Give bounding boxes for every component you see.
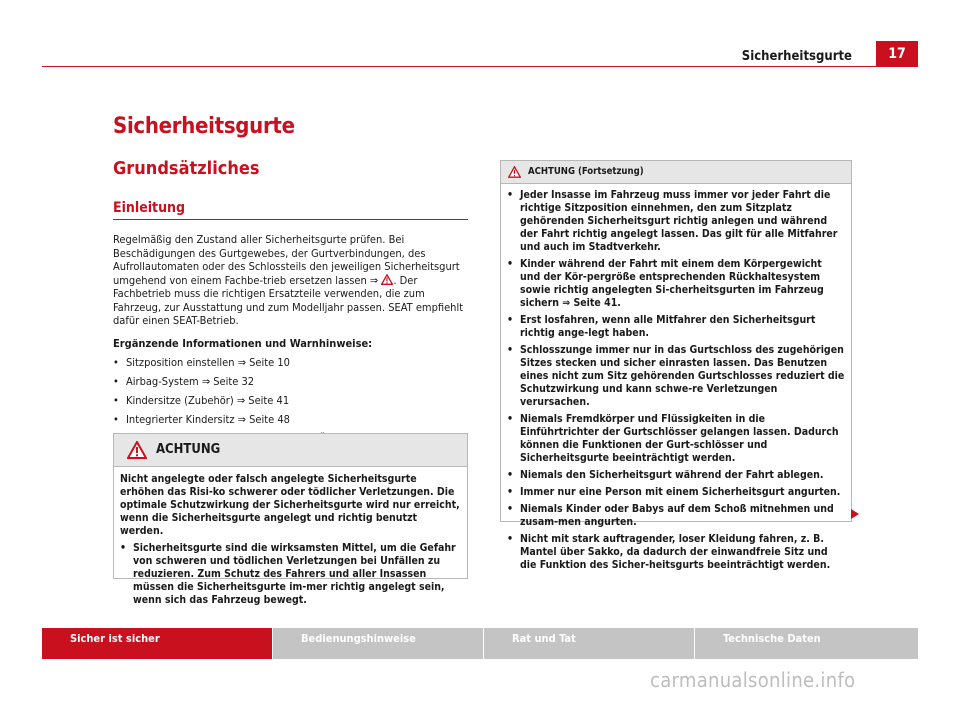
intro-paragraph: Regelmäßig den Zustand aller Sicherheitsgurte prüfen. Bei Beschädigungen des Gurtgewebes, der Gurtverbindungen, des Aufrollautomaten oder des Schlossteils den jeweiligen Sicherheitsgurt umgehend von einem Fachbe-trieb ersetzen lassen ⇒ . Der Fachbetrieb muss die richtigen Ersatzteile verwenden, die zum Fahrzeug, zur Ausstattung und zum Modelljahr passen. SEAT empfiehlt dafür einen SEAT-Betrieb.	[113, 233, 464, 327]
warning-triangle-icon	[508, 166, 521, 178]
warning-item: • Sicherheitsgurte sind die wirksamsten Mittel, um die Gefahr von schweren und tödlichen Verletzungen bei Unfällen zu reduzieren. Zum Schutz des Fahrers und aller Insassen müssen die Sicherheitsgurte im-mer richtig angelegt sein, wenn sich das Fahrzeug bewegt.	[120, 542, 461, 607]
warning-body	[501, 184, 851, 580]
warning-item: • Immer nur eine Person mit einem Sicherheitsgurt angurten.	[507, 486, 845, 499]
section-title: Grundsätzliches	[113, 158, 260, 179]
related-title: Ergänzende Informationen und Warnhinweise:	[113, 336, 373, 350]
related-link[interactable]: • Sitzposition einstellen ⇒ Seite 10	[113, 356, 468, 370]
running-title: Sicherheitsgurte	[741, 49, 852, 64]
chapter-title: Sicherheitsgurte	[113, 114, 295, 139]
warning-item: • Niemals Fremdkörper und Flüssigkeiten in die Einführtrichter der Gurtschlösser gelangen lassen. Dadurch können die Funktionen der Gurt-schlösser und Sicherheitsgurte beeinträchtigt werden.	[507, 413, 845, 465]
related-link[interactable]: • Airbag-System ⇒ Seite 32	[113, 375, 468, 389]
warning-item: • Jeder Insasse im Fahrzeug muss immer vor jeder Fahrt die richtige Sitzposition einnehmen, den zum Sitzplatz gehörenden Sicherheitsgurt richtig anlegen und während der Fahrt richtig angelegt lassen. Das gilt für alle Mitfahrer und auch im Stadtverkehr.	[507, 189, 845, 254]
subsection-rule	[113, 219, 468, 220]
warning-box-continued	[500, 160, 852, 571]
tab-sicher-ist-sicher[interactable]: Sicher ist sicher	[42, 628, 272, 659]
header-rule	[42, 66, 918, 67]
subsection-title: Einleitung	[113, 200, 186, 216]
continue-arrow-icon[interactable]	[851, 509, 859, 519]
warning-item: • Schlosszunge immer nur in das Gurtschloss des zugehörigen Sitzes stecken und sicher einrasten lassen. Das Benutzen eines nicht zum Sitz gehörenden Gurtschlosses reduziert die Schutzwirkung und kann schwe-re Verletzungen verursachen.	[507, 344, 845, 409]
warning-item: • Niemals den Sicherheitsgurt während der Fahrt ablegen.	[507, 469, 845, 482]
warning-item: • Niemals Kinder oder Babys auf dem Schoß mitnehmen und zusam-men angurten.	[507, 503, 845, 529]
footer-nav	[42, 628, 918, 659]
related-link[interactable]: • Integrierter Kindersitz ⇒ Seite 48	[113, 413, 468, 427]
warning-title: ACHTUNG	[156, 442, 221, 458]
tab-rat-und-tat[interactable]: Rat und Tat	[483, 628, 694, 659]
warning-item: • Erst losfahren, wenn alle Mitfahrer den Sicherheitsgurt richtig ange-legt haben.	[507, 314, 845, 340]
tab-bedienungshinweise[interactable]: Bedienungshinweise	[272, 628, 483, 659]
warning-header	[501, 161, 851, 184]
page-number: 17	[876, 41, 918, 67]
tab-technische-daten[interactable]: Technische Daten	[694, 628, 918, 659]
warning-paragraph: Nicht angelegte oder falsch angelegte Sicherheitsgurte erhöhen das Risi-ko schwerer oder tödlicher Verletzungen. Die optimale Schutzwirkung der Sicherheitsgurte wird nur erreicht, wenn die Sicherheitsgurte angelegt und richtig benutzt werden.	[120, 473, 460, 537]
warning-box	[113, 433, 468, 606]
watermark: carmanualsonline.info	[650, 668, 856, 692]
warning-header	[114, 434, 467, 467]
warning-body	[114, 467, 467, 615]
warning-list	[507, 189, 845, 572]
warning-title: ACHTUNG (Fortsetzung)	[528, 166, 644, 178]
warning-triangle-icon	[127, 441, 147, 459]
warning-list	[120, 542, 461, 607]
warning-item: • Kinder während der Fahrt mit einem dem Körpergewicht und der Kör-pergröße entsprechenden Rückhaltesystem sowie richtig angelegten Si-cherheitsgurten im Fahrzeug sichern ⇒ Seite 41.	[507, 258, 845, 310]
intro-section	[113, 233, 468, 451]
related-link[interactable]: • Kindersitze (Zubehör) ⇒ Seite 41	[113, 394, 468, 408]
warning-triangle-icon	[381, 274, 393, 285]
warning-item: • Nicht mit stark auftragender, loser Kleidung fahren, z. B. Mantel über Sakko, da dadurch der einwandfreie Sitz und die Funktion des Sicher-heitsgurts beeinträchtigt werden.	[507, 533, 845, 572]
